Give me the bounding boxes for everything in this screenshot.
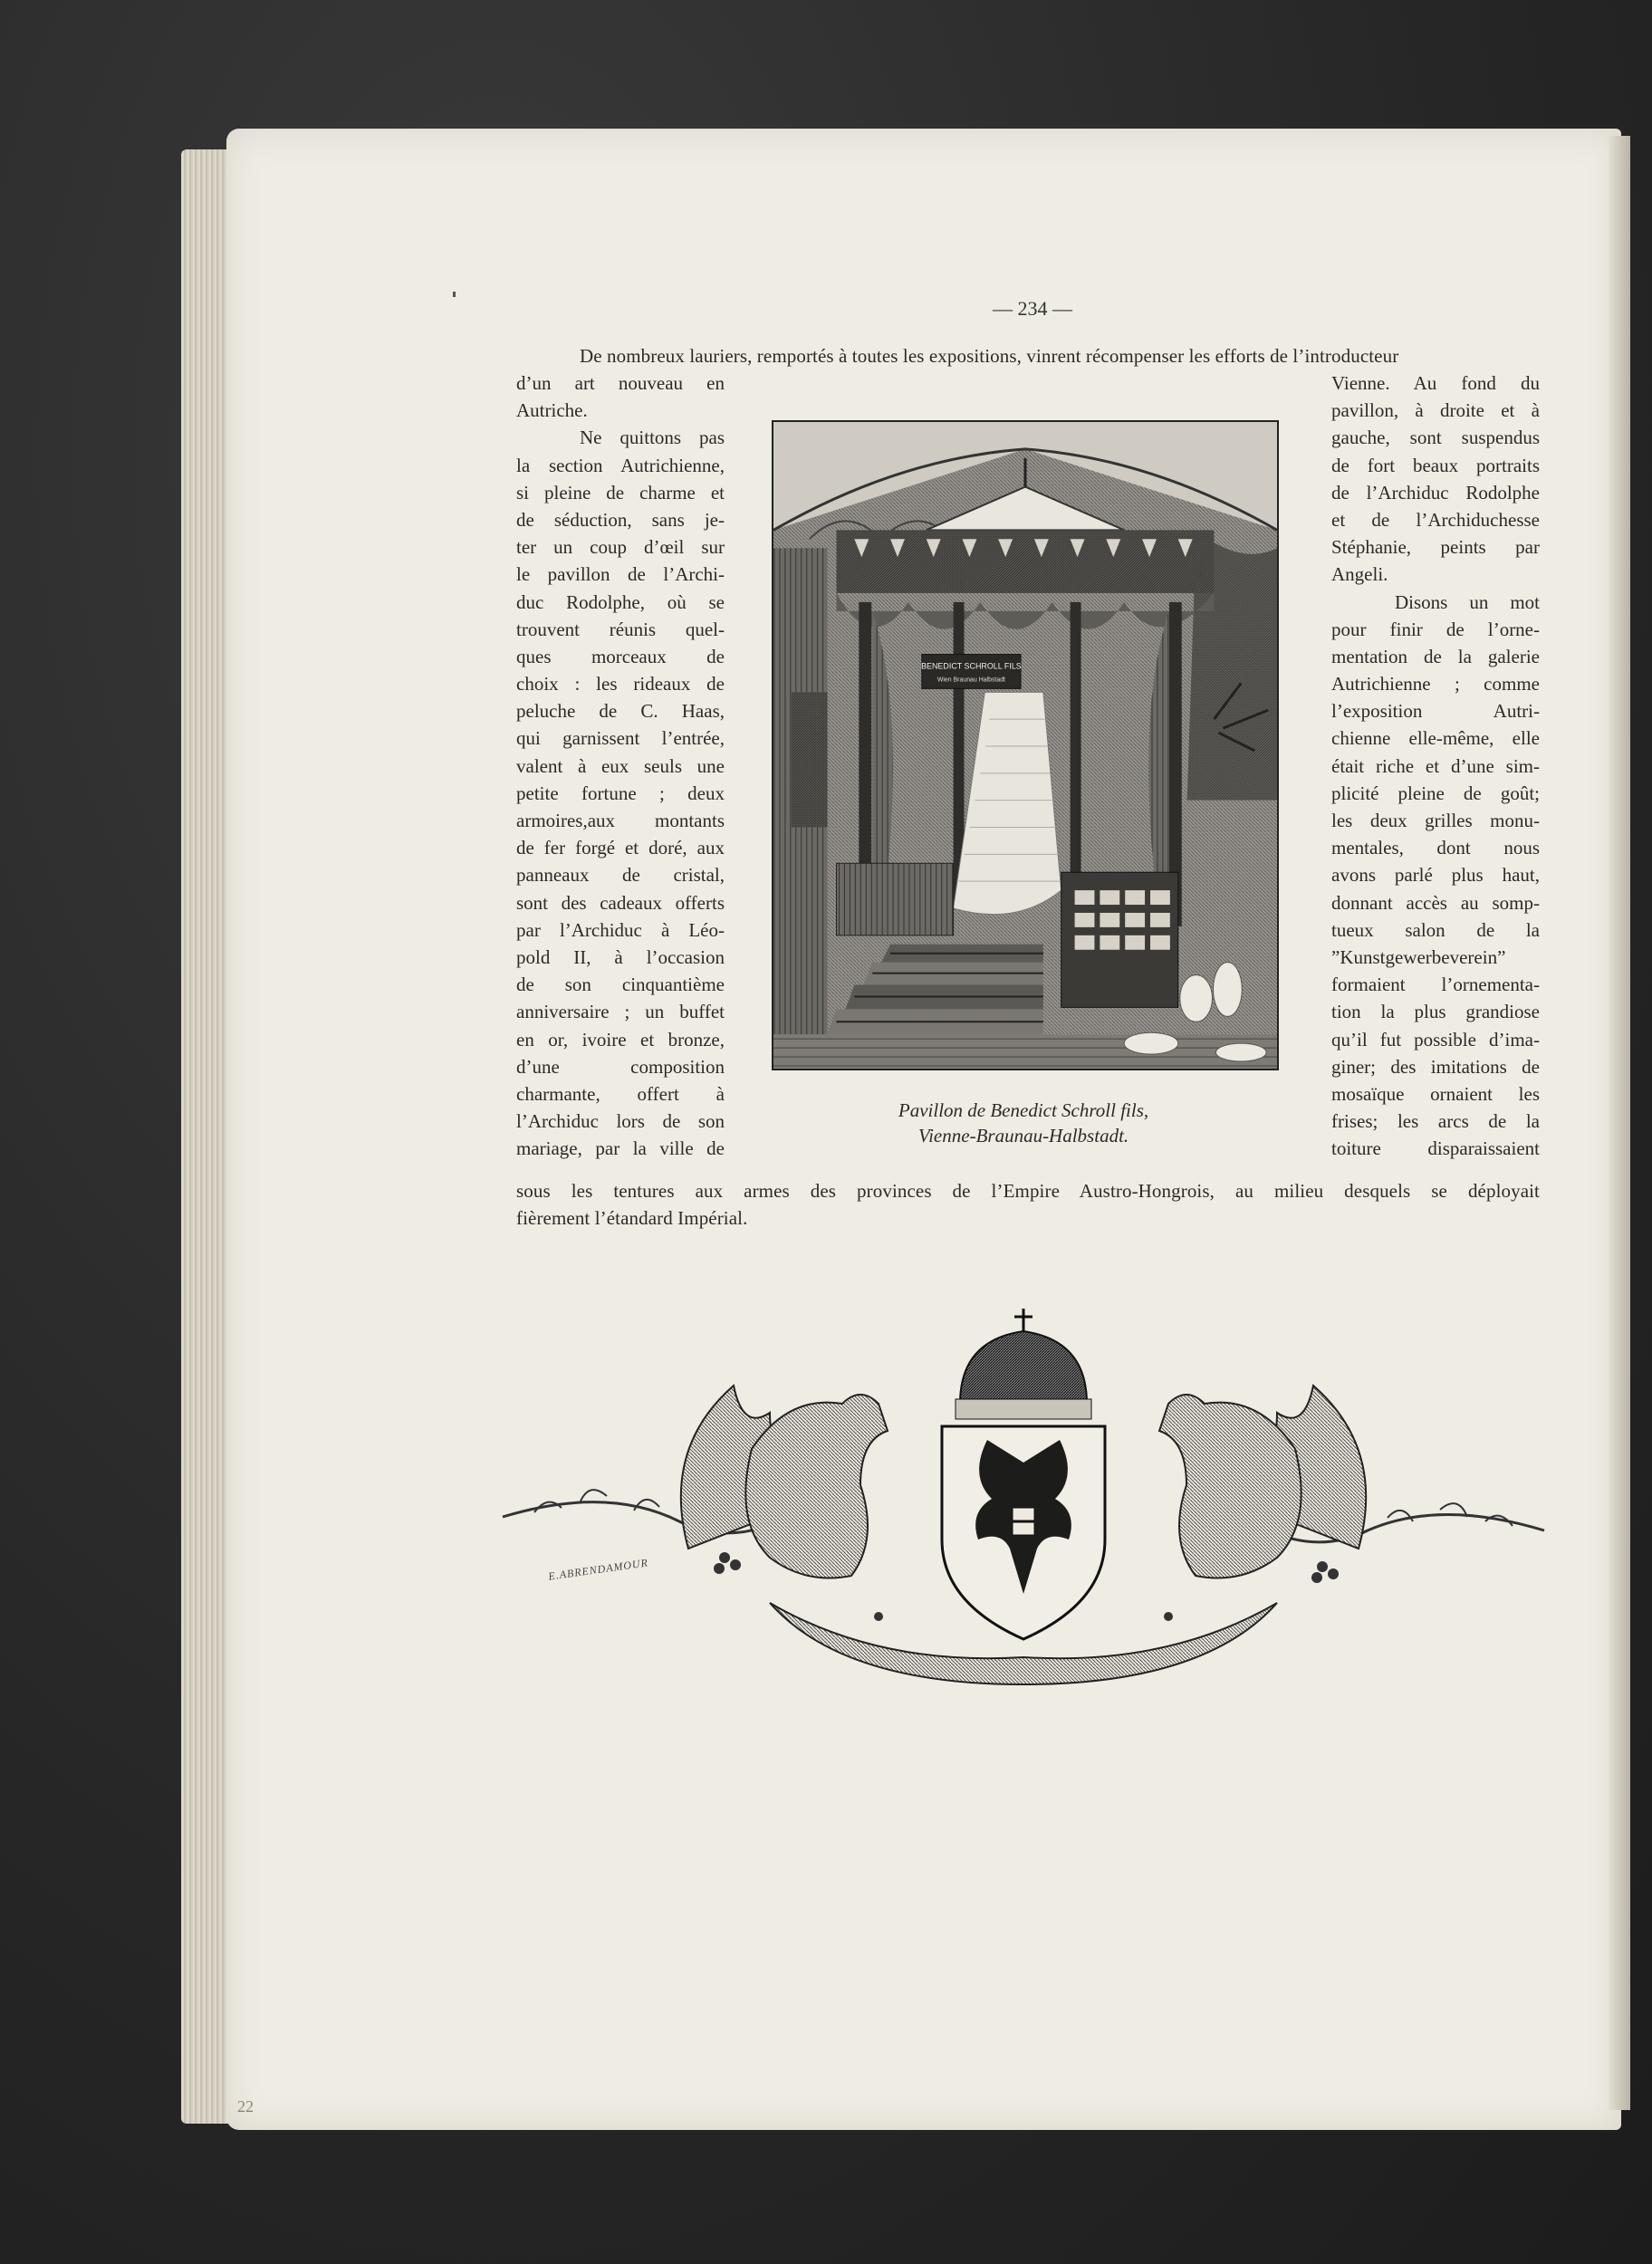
engraver-signature: E.ABRENDAMOUR: [547, 1556, 649, 1583]
right-column-line: les deux grilles monu-: [1331, 810, 1540, 831]
left-column-line: anniversaire ; un buffet: [516, 1001, 725, 1023]
right-column-line: était riche et d’une sim-: [1331, 754, 1540, 777]
right-column-line: qu’il fut possible d’ima-: [1331, 1028, 1540, 1050]
left-column-line: trouvent réunis quel-: [516, 618, 725, 640]
page-number: — 234 —: [993, 297, 1072, 320]
right-column-line: avons parlé plus haut,: [1331, 864, 1540, 887]
caption-line-1: Pavillon de Benedict Schroll fils,: [898, 1099, 1149, 1121]
left-column-line: choix : les rideaux de: [516, 673, 725, 696]
right-column-line: Disons un mot: [1395, 590, 1540, 613]
left-column-line: peluche de C. Haas,: [516, 700, 725, 723]
right-column-line: Angeli.: [1331, 563, 1388, 586]
right-column-line: Autrichienne ; comme: [1331, 673, 1540, 696]
left-column-line: le pavillon de l’Archi-: [516, 563, 725, 586]
left-column-line: ter un coup d’œil sur: [516, 536, 725, 559]
left-column-line: en or, ivoire et bronze,: [516, 1028, 725, 1050]
right-column-line: chienne elle-même, elle: [1331, 727, 1540, 750]
left-column-line: la section Autrichienne,: [516, 454, 725, 476]
left-column-line: si pleine de charme et: [516, 481, 725, 504]
body-full-line-2: fièrement l’étandard Impérial.: [516, 1207, 748, 1229]
right-column-line: tueux salon de la: [1331, 918, 1540, 941]
left-text-column: [516, 369, 725, 1162]
left-column-line: sont des cadeaux offerts: [516, 891, 725, 914]
left-column-line: armoires,aux montants: [516, 810, 725, 831]
griffins-crest-icon: [498, 1304, 1549, 1739]
pavilion-engraving: [773, 422, 1277, 1069]
left-column-line: de son cinquantième: [516, 974, 725, 996]
intro-line: De nombreux lauriers, remportés à toutes les expositions, vinrent récompenser les efforts de l’introducteur: [580, 345, 1399, 367]
right-column-line: mosaïque ornaient les: [1331, 1082, 1540, 1105]
left-column-line: d’un art nouveau en: [516, 372, 725, 394]
right-column-line: mentales, dont nous: [1331, 837, 1540, 859]
right-column-line: mentation de la galerie: [1331, 645, 1540, 667]
right-column-line: Stéphanie, peints par: [1331, 536, 1540, 559]
page-right-edge: [1609, 136, 1630, 2110]
pavilion-illustration: [772, 420, 1279, 1070]
right-column-line: et de l’Archiduchesse: [1331, 508, 1540, 531]
left-column-line: Autriche.: [516, 399, 588, 422]
left-column-line: de séduction, sans je-: [516, 508, 725, 531]
right-column-line: toiture disparaissaient: [1331, 1137, 1540, 1160]
right-column-line: de l’Archiduc Rodolphe: [1331, 481, 1540, 504]
left-column-line: duc Rodolphe, où se: [516, 590, 725, 613]
right-column-line: giner; des imitations de: [1331, 1055, 1540, 1078]
right-column-line: frises; les arcs de la: [1331, 1110, 1540, 1133]
right-column-line: Vienne. Au fond du: [1331, 372, 1540, 394]
right-column-line: pour finir de l’orne-: [1331, 618, 1540, 640]
left-column-line: valent à eux seuls une: [516, 754, 725, 777]
right-text-column: [1331, 369, 1540, 1162]
left-column-line: panneaux de cristal,: [516, 864, 725, 887]
left-column-line: ques morceaux de: [516, 645, 725, 667]
right-column-line: pavillon, à droite et à: [1331, 399, 1540, 422]
sign-line-2: Wien Braunau Halbstadt: [936, 676, 1006, 684]
left-column-line: charmante, offert à: [516, 1082, 725, 1105]
imperial-coat-of-arms-vignette: [498, 1304, 1549, 1739]
left-column-line: pold II, à l’occasion: [516, 945, 725, 968]
right-column-line: plicité pleine de goût;: [1331, 782, 1540, 804]
signature-mark: 22: [237, 2097, 254, 2115]
left-column-line: Ne quittons pas: [580, 427, 725, 449]
right-column-line: ”Kunstgewerbeverein”: [1331, 945, 1506, 968]
right-column-line: de fort beaux portraits: [1331, 454, 1540, 476]
right-column-line: donnant accès au somp-: [1331, 891, 1540, 914]
illustration-caption: [815, 1098, 1232, 1148]
caption-line-2: Vienne-Braunau-Halbstadt.: [917, 1125, 1129, 1146]
left-column-line: l’Archiduc lors de son: [516, 1110, 725, 1133]
left-column-line: d’une composition: [516, 1055, 725, 1078]
right-column-line: gauche, sont suspendus: [1331, 427, 1540, 449]
right-column-line: l’exposition Autri-: [1331, 700, 1540, 723]
left-column-line: par l’Archiduc à Léo-: [516, 918, 725, 941]
right-column-line: tion la plus grandiose: [1331, 1001, 1540, 1023]
right-column-line: formaient l’ornementa-: [1331, 974, 1540, 996]
sign-line-1: BENEDICT SCHROLL FILS: [921, 661, 1022, 671]
body-full-line-1: sous les tentures aux armes des provinces de l’Empire Austro-Hongrois, au milieu desquels se déployait: [516, 1180, 1540, 1202]
stray-ink-mark: [453, 292, 456, 297]
left-column-line: mariage, par la ville de: [516, 1137, 725, 1160]
left-column-line: petite fortune ; deux: [516, 782, 725, 804]
left-column-line: qui garnissent l’entrée,: [516, 727, 725, 750]
left-column-line: de fer forgé et doré, aux: [516, 837, 725, 859]
